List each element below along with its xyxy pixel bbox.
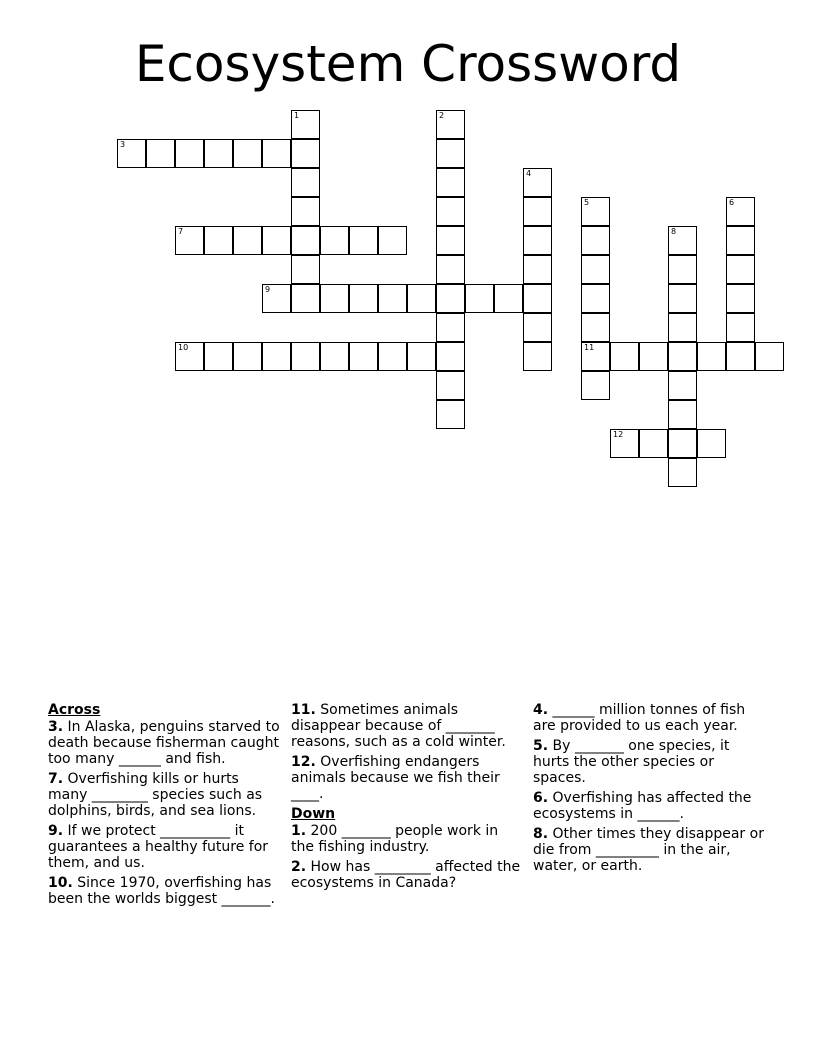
grid-cell[interactable] [291, 110, 320, 139]
grid-cell[interactable] [668, 400, 697, 429]
grid-cell[interactable] [291, 197, 320, 226]
cell-number: 3 [120, 140, 126, 149]
clue-down-5 [533, 738, 767, 786]
clue-across-11 [291, 702, 525, 750]
grid-cell[interactable] [581, 313, 610, 342]
clue-text: Overfishing has affected the ecosystems in ______. [533, 790, 752, 822]
grid-cell[interactable] [639, 342, 668, 371]
grid-cell[interactable] [233, 139, 262, 168]
grid-cell[interactable] [436, 139, 465, 168]
grid-cell[interactable] [726, 226, 755, 255]
cell-number: 6 [729, 198, 735, 207]
grid-cell[interactable] [378, 284, 407, 313]
grid-cell[interactable] [262, 342, 291, 371]
grid-cell[interactable] [726, 342, 755, 371]
cell-number: 11 [584, 343, 595, 352]
grid-cell[interactable] [523, 313, 552, 342]
cell-number: 9 [265, 285, 271, 294]
down-heading: Down [291, 806, 336, 822]
grid-cell[interactable] [436, 313, 465, 342]
grid-cell[interactable] [726, 284, 755, 313]
grid-cell[interactable] [436, 342, 465, 371]
grid-cell[interactable] [378, 226, 407, 255]
clue-text: How has ________ affected the ecosystems in Canada? [291, 859, 521, 891]
grid-cell[interactable] [668, 255, 697, 284]
grid-cell[interactable] [523, 226, 552, 255]
clue-number: 1. [291, 823, 307, 839]
grid-cell[interactable] [291, 139, 320, 168]
clue-number: 9. [48, 823, 64, 839]
clue-number: 2. [291, 859, 307, 875]
grid-cell[interactable] [581, 255, 610, 284]
clue-text: By _______ one species, it hurts the other species or spaces. [533, 738, 730, 786]
grid-cell[interactable] [523, 284, 552, 313]
grid-cell[interactable] [668, 429, 697, 458]
grid-cell[interactable] [320, 284, 349, 313]
grid-cell[interactable] [291, 168, 320, 197]
grid-cell[interactable] [349, 284, 378, 313]
clue-across-7 [48, 771, 282, 819]
clue-text: Overfishing endangers animals because we fish their ____. [291, 754, 500, 802]
clue-number: 11. [291, 702, 316, 718]
grid-cell[interactable] [610, 342, 639, 371]
page-title: Ecosystem Crossword [134, 35, 682, 93]
grid-cell[interactable] [233, 342, 262, 371]
grid-cell[interactable] [233, 226, 262, 255]
grid-cell[interactable] [523, 168, 552, 197]
grid-cell[interactable] [465, 284, 494, 313]
cell-number: 2 [439, 111, 445, 120]
grid-cell[interactable] [349, 226, 378, 255]
grid-cell[interactable] [436, 197, 465, 226]
cell-number: 4 [526, 169, 532, 178]
grid-cell[interactable] [378, 342, 407, 371]
grid-cell[interactable] [610, 429, 639, 458]
cell-number: 5 [584, 198, 590, 207]
grid-cell[interactable] [291, 255, 320, 284]
grid-cell[interactable] [175, 139, 204, 168]
across-heading: Across [48, 702, 101, 718]
grid-cell[interactable] [262, 284, 291, 313]
clue-text: Other times they disappear or die from _________ in the air, water, or earth. [533, 826, 764, 874]
clue-across-9 [48, 823, 282, 871]
grid-cell[interactable] [523, 255, 552, 284]
grid-cell[interactable] [436, 168, 465, 197]
grid-cell[interactable] [407, 342, 436, 371]
clue-text: Overfishing kills or hurts many ________ species such as dolphins, birds, and sea lions. [48, 771, 263, 819]
clue-text: In Alaska, penguins starved to death because fisherman caught too many ______ and fish. [48, 719, 280, 767]
clue-number: 4. [533, 702, 549, 718]
cell-number: 10 [178, 343, 189, 352]
grid-cell[interactable] [291, 342, 320, 371]
clue-number: 6. [533, 790, 549, 806]
clue-text: ______ million tonnes of fish are provided to us each year. [533, 702, 746, 734]
clue-down-1 [291, 823, 525, 855]
grid-cell[interactable] [117, 139, 146, 168]
grid-cell[interactable] [726, 255, 755, 284]
grid-cell[interactable] [726, 197, 755, 226]
grid-cell[interactable] [436, 284, 465, 313]
grid-cell[interactable] [581, 226, 610, 255]
clue-text: Sometimes animals disappear because of _______ reasons, such as a cold winter. [291, 702, 506, 750]
grid-cell[interactable] [291, 226, 320, 255]
grid-cell[interactable] [175, 226, 204, 255]
grid-cell[interactable] [726, 313, 755, 342]
clue-number: 3. [48, 719, 64, 735]
grid-cell[interactable] [204, 139, 233, 168]
grid-cell[interactable] [668, 458, 697, 487]
grid-cell[interactable] [262, 226, 291, 255]
grid-cell[interactable] [320, 342, 349, 371]
grid-cell[interactable] [494, 284, 523, 313]
grid-cell[interactable] [581, 371, 610, 400]
cell-number: 1 [294, 111, 300, 120]
clue-text: 200 _______ people work in the fishing industry. [291, 823, 499, 855]
grid-cell[interactable] [320, 226, 349, 255]
grid-cell[interactable] [436, 226, 465, 255]
clue-number: 5. [533, 738, 549, 754]
grid-cell[interactable] [204, 226, 233, 255]
grid-cell[interactable] [697, 429, 726, 458]
clue-number: 8. [533, 826, 549, 842]
clue-number: 10. [48, 875, 73, 891]
grid-cell[interactable] [697, 342, 726, 371]
grid-cell[interactable] [639, 429, 668, 458]
grid-cell[interactable] [349, 342, 378, 371]
clue-number: 12. [291, 754, 316, 770]
grid-cell[interactable] [581, 284, 610, 313]
grid-cell[interactable] [407, 284, 436, 313]
grid-cell[interactable] [436, 255, 465, 284]
grid-cell[interactable] [146, 139, 175, 168]
grid-cell[interactable] [204, 342, 233, 371]
clue-across-10 [48, 875, 282, 907]
grid-cell[interactable] [523, 197, 552, 226]
clue-across-3 [48, 719, 282, 767]
clue-down-6 [533, 790, 767, 822]
clue-column-2 [291, 702, 525, 895]
grid-cell[interactable] [668, 226, 697, 255]
grid-cell[interactable] [262, 139, 291, 168]
grid-cell[interactable] [755, 342, 784, 371]
grid-cell[interactable] [436, 371, 465, 400]
grid-cell[interactable] [436, 110, 465, 139]
clue-text: Since 1970, overfishing has been the worlds biggest _______. [48, 875, 276, 907]
grid-cell[interactable] [668, 284, 697, 313]
clue-text: If we protect __________ it guarantees a healthy future for them, and us. [48, 823, 269, 871]
clue-across-12 [291, 754, 525, 802]
grid-cell[interactable] [668, 342, 697, 371]
grid-cell[interactable] [436, 400, 465, 429]
grid-cell[interactable] [291, 284, 320, 313]
grid-cell[interactable] [668, 371, 697, 400]
crossword-grid [0, 0, 816, 520]
grid-cell[interactable] [581, 342, 610, 371]
clue-column-3 [533, 702, 767, 878]
clue-number: 7. [48, 771, 64, 787]
clue-down-2 [291, 859, 525, 891]
grid-cell[interactable] [668, 313, 697, 342]
cell-number: 8 [671, 227, 677, 236]
clue-down-8 [533, 826, 767, 874]
cell-number: 12 [613, 430, 624, 439]
cell-number: 7 [178, 227, 184, 236]
clue-column-1 [48, 702, 282, 911]
grid-cell[interactable] [175, 342, 204, 371]
grid-cell[interactable] [581, 197, 610, 226]
grid-cell[interactable] [523, 342, 552, 371]
clue-down-4 [533, 702, 767, 734]
